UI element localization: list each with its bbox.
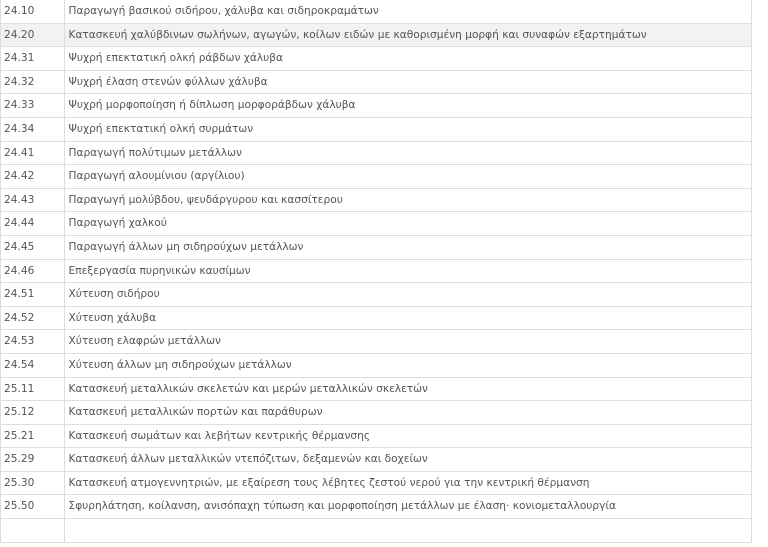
activity-code-cell: 24.53 bbox=[1, 330, 64, 354]
table-row bbox=[1, 306, 751, 330]
activity-code-cell: 25.12 bbox=[1, 401, 64, 425]
activity-description-cell: Ψυχρή έλαση στενών φύλλων χάλυβα bbox=[64, 70, 751, 94]
activity-code-cell: 24.51 bbox=[1, 283, 64, 307]
activity-code-cell: 24.45 bbox=[1, 235, 64, 259]
table-row bbox=[1, 519, 751, 543]
activity-description-cell: Κατασκευή μεταλλικών σκελετών και μερών μεταλλικών σκελετών bbox=[64, 377, 751, 401]
activity-code-cell bbox=[1, 519, 64, 543]
activity-code-cell: 24.44 bbox=[1, 212, 64, 236]
table-row bbox=[1, 212, 751, 236]
activity-description-cell: Κατασκευή σωμάτων και λεβήτων κεντρικής θέρμανσης bbox=[64, 424, 751, 448]
activity-code-cell: 25.30 bbox=[1, 471, 64, 495]
activity-description-cell: Επεξεργασία πυρηνικών καυσίμων bbox=[64, 259, 751, 283]
activity-description-cell: Παραγωγή βασικού σιδήρου, χάλυβα και σιδηροκραμάτων bbox=[64, 0, 751, 23]
activity-description-cell: Σφυρηλάτηση, κοίλανση, ανισόπαχη τύπωση και μορφοποίηση μετάλλων με έλαση· κονιομεταλλουργία bbox=[64, 495, 751, 519]
activity-description-cell: Παραγωγή άλλων μη σιδηρούχων μετάλλων bbox=[64, 235, 751, 259]
activity-code-cell: 24.10 bbox=[1, 0, 64, 23]
activity-code-cell: 25.50 bbox=[1, 495, 64, 519]
table-row bbox=[1, 353, 751, 377]
activity-description-cell: Ψυχρή μορφοποίηση ή δίπλωση μορφοράβδων χάλυβα bbox=[64, 94, 751, 118]
activity-code-cell: 25.29 bbox=[1, 448, 64, 472]
table-row bbox=[1, 377, 751, 401]
activity-description-cell bbox=[64, 519, 751, 543]
table-row bbox=[1, 330, 751, 354]
table-row bbox=[1, 0, 751, 23]
table-row bbox=[1, 188, 751, 212]
activity-description-cell: Κατασκευή ατμογεννητριών, με εξαίρεση τους λέβητες ζεστού νερού για την κεντρική θέρμανση bbox=[64, 471, 751, 495]
activity-code-cell: 24.33 bbox=[1, 94, 64, 118]
table-row bbox=[1, 283, 751, 307]
activity-code-cell: 25.11 bbox=[1, 377, 64, 401]
activity-code-cell: 24.41 bbox=[1, 141, 64, 165]
activity-codes-table bbox=[1, 0, 751, 543]
activity-description-cell: Κατασκευή άλλων μεταλλικών ντεπόζιτων, δεξαμενών και δοχείων bbox=[64, 448, 751, 472]
table-row bbox=[1, 495, 751, 519]
table-row bbox=[1, 401, 751, 425]
table-body bbox=[1, 0, 751, 542]
activity-description-cell: Χύτευση ελαφρών μετάλλων bbox=[64, 330, 751, 354]
table-row bbox=[1, 259, 751, 283]
activity-description-cell: Κατασκευή χαλύβδινων σωλήνων, αγωγών, κοίλων ειδών με καθορισμένη μορφή και συναφών εξαρτημάτων bbox=[64, 23, 751, 47]
table-row bbox=[1, 448, 751, 472]
table-row bbox=[1, 165, 751, 189]
activity-code-cell: 24.31 bbox=[1, 47, 64, 71]
activity-code-cell: 24.20 bbox=[1, 23, 64, 47]
activity-code-cell: 24.46 bbox=[1, 259, 64, 283]
table-row bbox=[1, 235, 751, 259]
activity-code-cell: 24.52 bbox=[1, 306, 64, 330]
activity-description-cell: Παραγωγή χαλκού bbox=[64, 212, 751, 236]
activity-code-cell: 24.42 bbox=[1, 165, 64, 189]
activity-description-cell: Παραγωγή μολύβδου, ψευδάργυρου και κασσίτερου bbox=[64, 188, 751, 212]
activity-description-cell: Κατασκευή μεταλλικών πορτών και παράθυρων bbox=[64, 401, 751, 425]
table-row bbox=[1, 117, 751, 141]
activity-description-cell: Χύτευση άλλων μη σιδηρούχων μετάλλων bbox=[64, 353, 751, 377]
activity-description-cell: Χύτευση σιδήρου bbox=[64, 283, 751, 307]
activity-description-cell: Ψυχρή επεκτατική ολκή ράβδων χάλυβα bbox=[64, 47, 751, 71]
activity-description-cell: Παραγωγή αλουμίνιου (αργίλιου) bbox=[64, 165, 751, 189]
table-row bbox=[1, 23, 751, 47]
activity-description-cell: Ψυχρή επεκτατική ολκή συρμάτων bbox=[64, 117, 751, 141]
table-row bbox=[1, 141, 751, 165]
table-row bbox=[1, 471, 751, 495]
activity-code-cell: 24.43 bbox=[1, 188, 64, 212]
table-row bbox=[1, 70, 751, 94]
activity-code-cell: 24.34 bbox=[1, 117, 64, 141]
table-row bbox=[1, 47, 751, 71]
activity-code-cell: 25.21 bbox=[1, 424, 64, 448]
activity-code-cell: 24.32 bbox=[1, 70, 64, 94]
activity-description-cell: Παραγωγή πολύτιμων μετάλλων bbox=[64, 141, 751, 165]
activity-code-cell: 24.54 bbox=[1, 353, 64, 377]
table-row bbox=[1, 424, 751, 448]
activity-description-cell: Χύτευση χάλυβα bbox=[64, 306, 751, 330]
table-row bbox=[1, 94, 751, 118]
